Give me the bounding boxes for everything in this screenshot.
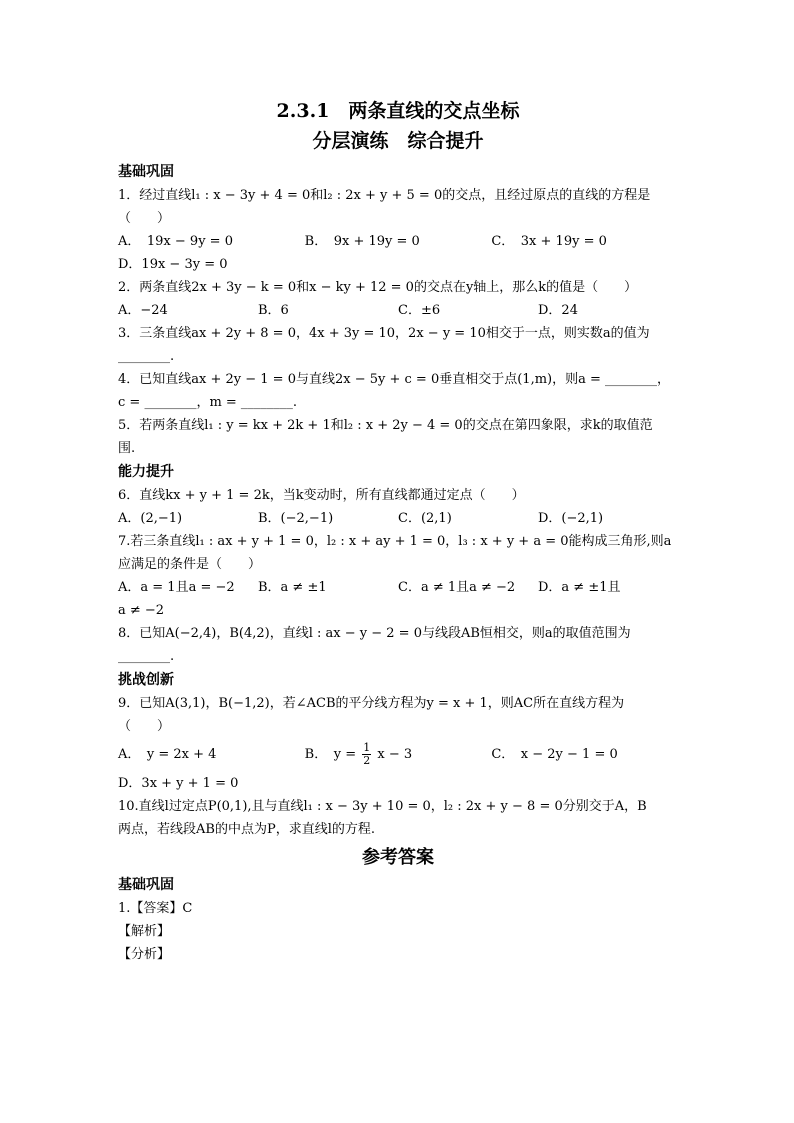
question-10: [118, 795, 678, 841]
answer-fenxi-label: 【分析】: [118, 947, 171, 962]
q7-cont: 应满足的条件是（ ）: [118, 557, 262, 572]
q1-paren: （ ）: [118, 211, 171, 226]
q6-option-b: B．(−2,−1): [258, 511, 334, 526]
q9-options: [118, 738, 678, 772]
answer-analysis-label: 【解析】: [118, 924, 171, 939]
q7-option-d-cont: a ≠ −2: [118, 603, 165, 618]
q4-stem: 4．已知直线ax + 2y − 1 = 0与直线2x − 5y + c = 0垂直相交于点(1,m)，则a = ________，: [118, 372, 671, 387]
section-ability: 能力提升: [118, 464, 174, 480]
fraction-denominator: 2: [363, 754, 371, 767]
worksheet-page: [118, 96, 678, 966]
q1-option-a: A． 19x − 9y = 0: [118, 234, 233, 249]
question-1: [118, 184, 678, 276]
q9-option-b: [305, 738, 492, 772]
q10-stem: 10.直线l过定点P(0,1),且与直线l₁ : x − 3y + 10 = 0，l₂ : 2x + y − 8 = 0分别交于A，B: [118, 799, 647, 814]
question-9: [118, 692, 678, 795]
question-4: [118, 368, 678, 414]
q6-options: [118, 507, 678, 530]
question-8: [118, 622, 678, 668]
q2-stem: 2．两条直线2x + 3y − k = 0和x − ky + 12 = 0的交点在y轴上，那么k的值是（ ）: [118, 280, 638, 295]
page-title: 2.3.1 两条直线的交点坐标: [276, 100, 520, 122]
q10-cont: 两点，若线段AB的中点为P，求直线l的方程.: [118, 822, 375, 837]
q1-option-c: C． 3x + 19y = 0: [491, 234, 607, 249]
question-7: [118, 530, 678, 622]
q3-blank: ________.: [118, 349, 175, 364]
q9-option-b-pre: B． y =: [304, 747, 357, 762]
q2-option-b: B．6: [258, 303, 289, 318]
q1-option-d: D．19x − 3y = 0: [118, 257, 228, 272]
question-2: [118, 276, 678, 322]
q7-options: [118, 576, 678, 599]
q5-cont: 围.: [118, 441, 136, 456]
q8-blank: ________.: [118, 649, 175, 664]
q9-option-c: C． x − 2y − 1 = 0: [491, 747, 618, 762]
question-5: [118, 414, 678, 460]
q9-stem: 9．已知A(3,1)，B(−1,2)，若∠ACB的平分线方程为y = x + 1，则AC所在直线方程为: [118, 696, 625, 711]
answers-section-basic: 基础巩固: [118, 877, 174, 893]
q7-stem: 7.若三条直线l₁ : ax + y + 1 = 0，l₂ : x + ay + 1 = 0，l₃ : x + y + a = 0能构成三角形,则a: [118, 534, 672, 549]
fraction-numerator: 1: [363, 741, 371, 754]
question-3: [118, 322, 678, 368]
q6-option-d: D．(−2,1): [538, 511, 604, 526]
q9-option-b-post: x − 3: [377, 747, 413, 762]
q4-cont: c = ________，m = ________.: [118, 395, 298, 410]
answers-title: 参考答案: [362, 847, 434, 868]
q1-stem: 1．经过直线l₁ : x − 3y + 4 = 0和l₂ : 2x + y + 5 = 0的交点，且经过原点的直线的方程是: [118, 188, 651, 203]
q7-option-d: D．a ≠ ±1且: [538, 580, 621, 595]
q2-option-a: A．−24: [118, 303, 168, 318]
q8-stem: 8．已知A(−2,4)，B(4,2)，直线l : ax − y − 2 = 0与线段AB恒相交，则a的取值范围为: [118, 626, 631, 641]
q7-option-a: A．a = 1且a = −2: [118, 580, 235, 595]
q2-options: [118, 299, 678, 322]
q7-option-c: C．a ≠ 1且a ≠ −2: [398, 580, 516, 595]
section-challenge: 挑战创新: [118, 672, 174, 688]
q3-stem: 3．三条直线ax + 2y + 8 = 0，4x + 3y = 10，2x − y = 10相交于一点，则实数a的值为: [118, 326, 650, 341]
q5-stem: 5．若两条直线l₁ : y = kx + 2k + 1和l₂ : x + 2y − 4 = 0的交点在第四象限，求k的取值范: [118, 418, 653, 433]
q6-option-a: A．(2,−1): [118, 511, 183, 526]
answer-1: 1.【答案】C: [118, 901, 193, 916]
section-basic: 基础巩固: [118, 164, 174, 180]
q9-paren: （ ）: [118, 719, 171, 734]
q1-option-b: B． 9x + 19y = 0: [304, 234, 420, 249]
q9-option-b-fraction: [362, 742, 371, 767]
q9-option-d: D．3x + y + 1 = 0: [118, 776, 239, 791]
q7-option-b: B．a ≠ ±1: [258, 580, 327, 595]
page-subtitle: 分层演练 综合提升: [312, 130, 484, 152]
q6-option-c: C．(2,1): [398, 511, 452, 526]
q6-stem: 6．直线kx + y + 1 = 2k，当k变动时，所有直线都通过定点（ ）: [118, 488, 525, 503]
q2-option-c: C．±6: [398, 303, 441, 318]
question-6: [118, 484, 678, 530]
q2-option-d: D．24: [538, 303, 578, 318]
q1-options: [118, 230, 678, 253]
q9-option-a: A． y = 2x + 4: [118, 747, 217, 762]
